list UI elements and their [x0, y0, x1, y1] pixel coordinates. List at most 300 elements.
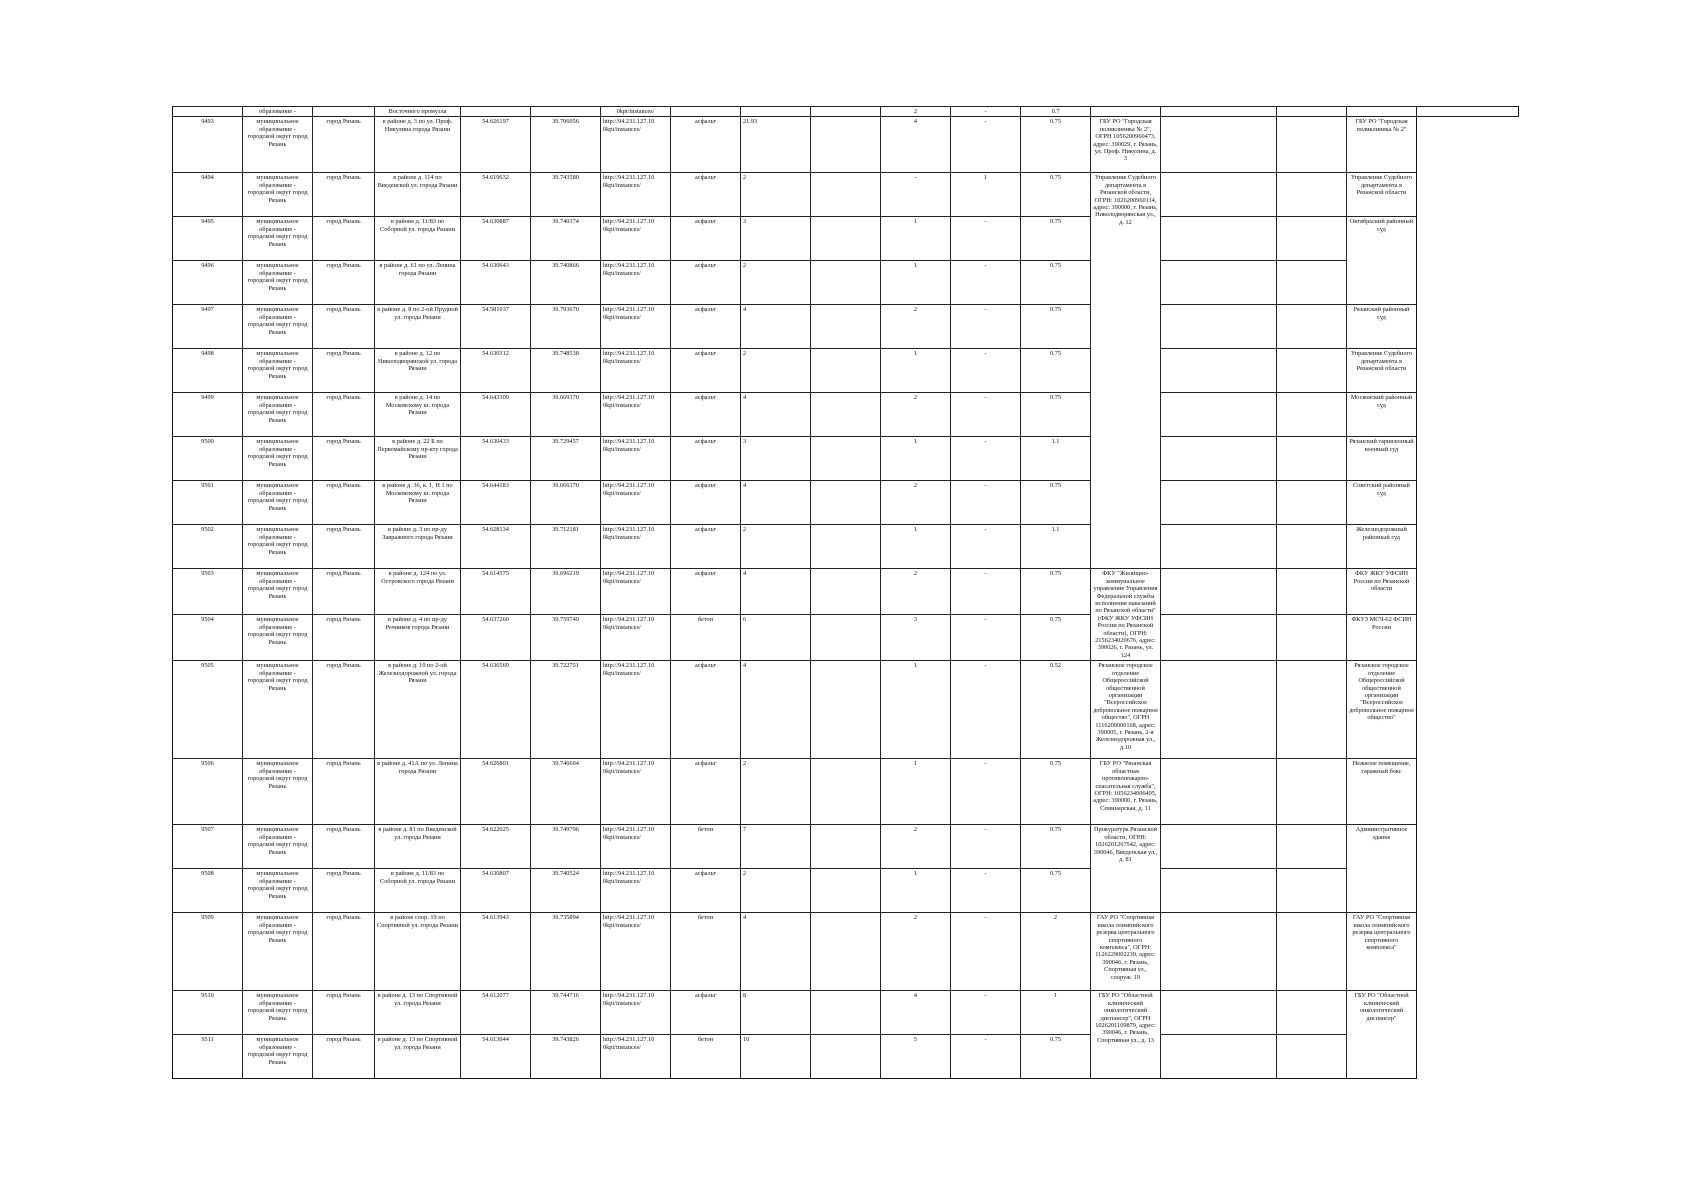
cell-volume: 0.75	[1021, 349, 1091, 393]
cell-volume: 0.75	[1021, 1035, 1091, 1079]
cell-url: http://94.231.127.10 0kpt/instances/	[601, 481, 671, 525]
cell-latitude: 54.581037	[461, 305, 531, 349]
cell-cover: бетон	[671, 825, 741, 869]
cell-n2: -	[951, 349, 1021, 393]
cell-empty	[1277, 349, 1347, 393]
cell-address: в районе д. 36, к. 1, Н 1 по Московскому ш. города Рязани	[375, 481, 461, 525]
cell-area: 2	[741, 261, 811, 305]
cell-volume: 0.75	[1021, 869, 1091, 913]
cell-n1: 3	[881, 615, 951, 661]
table-row	[173, 569, 1519, 615]
table-row	[173, 173, 1519, 217]
cell-address: в районе д. 3 по ул. Проф. Никулина города Рязани	[375, 117, 461, 173]
cell-latitude: 54.630312	[461, 349, 531, 393]
cell-n2: -	[951, 261, 1021, 305]
cell-cover: асфальт	[671, 991, 741, 1035]
cell-url: http://94.231.127.10 0kpt/instances/	[601, 825, 671, 869]
cell-latitude: 54.613943	[461, 913, 531, 991]
cell-owner: Рязанское городское отделение Общероссийской общественной организации "Всероссийское добровольное пожарное общество", ОГРН 1116200000168, адрес: 390005, г. Рязань, 2-я Железнодорожная ул., д.10	[1091, 661, 1161, 759]
cell-empty	[1277, 481, 1347, 525]
cell-volume: 0.75	[1021, 569, 1091, 615]
cell-empty	[1277, 305, 1347, 349]
cell-url: http://94.231.127.10 0kpt/instances/	[601, 569, 671, 615]
cell-source: Московский районный суд	[1347, 393, 1417, 437]
cell-source: Управление Судебного департамента в Рязанской области	[1347, 173, 1417, 217]
cell-area: 2	[741, 173, 811, 217]
cell-empty	[811, 437, 881, 481]
cell-url: http://94.231.127.10 0kpt/instances/	[601, 393, 671, 437]
cell-area: 3	[741, 437, 811, 481]
cell-n1: 4	[881, 117, 951, 173]
cell-cover: асфальт	[671, 759, 741, 825]
cell-owner: ГБУ РО "Рязанская областная противопожарно-спасательная служба", ОГРН: 1056234006495, адрес: 390000, г. Рязань, Семинарская, д. 11	[1091, 759, 1161, 825]
cell-city: город Рязань	[313, 661, 375, 759]
cell-n1: 1	[881, 349, 951, 393]
cell-municipality: муниципальное образование - городской округ город Рязань	[243, 261, 313, 305]
cell-cover: асфальт	[671, 349, 741, 393]
cell-number: 9502	[173, 525, 243, 569]
cell-area: 21.93	[741, 117, 811, 173]
cell-latitude: 54.637260	[461, 615, 531, 661]
cell-address: в районе д. 124 по ул. Островского города Рязани	[375, 569, 461, 615]
cell-area: 8	[741, 991, 811, 1035]
cell-empty	[1277, 217, 1347, 261]
cell-n2: -	[951, 437, 1021, 481]
cell-empty	[1161, 173, 1277, 217]
cell-volume: 1	[1021, 991, 1091, 1035]
cell-address: в районе д. 12 по Николодворянской ул. города Рязани	[375, 349, 461, 393]
cell-empty	[811, 173, 881, 217]
cell-volume: 0.52	[1021, 661, 1091, 759]
cell-longitude: 39.746604	[531, 759, 601, 825]
table-row	[173, 393, 1519, 437]
cell-empty	[1277, 393, 1347, 437]
table-row	[173, 759, 1519, 825]
cell-number: 9504	[173, 615, 243, 661]
cell-address: в районе д. 4 по пр-ду Речников города Рязани	[375, 615, 461, 661]
cell-municipality: муниципальное образование - городской округ город Рязань	[243, 117, 313, 173]
cell-cover: асфальт	[671, 305, 741, 349]
cell-cover: бетон	[671, 913, 741, 991]
cell-empty	[1161, 869, 1277, 913]
cell-n1: 1	[881, 869, 951, 913]
cell-n2: -	[951, 393, 1021, 437]
cell-volume: 0.75	[1021, 393, 1091, 437]
cell-empty	[1161, 217, 1277, 261]
cell-volume: 0.75	[1021, 615, 1091, 661]
cell-number: 9494	[173, 173, 243, 217]
cell-area: 4	[741, 913, 811, 991]
cell-empty	[1277, 615, 1347, 661]
cell-municipality: муниципальное образование - городской округ город Рязань	[243, 305, 313, 349]
cell-address: в районе д. 114 по Введенской ул. города Рязани	[375, 173, 461, 217]
cell-empty	[811, 569, 881, 615]
cell-n1: 1	[881, 759, 951, 825]
cell-cover: асфальт	[671, 569, 741, 615]
cell-empty	[1161, 437, 1277, 481]
cell-url: http://94.231.127.10 0kpt/instances/	[601, 615, 671, 661]
cell-empty	[1161, 481, 1277, 525]
table-row	[173, 991, 1519, 1035]
cell-cover: асфальт	[671, 869, 741, 913]
cell-empty	[1161, 759, 1277, 825]
cell-city: город Рязань	[313, 117, 375, 173]
table-row	[173, 1035, 1519, 1079]
cell-empty	[1277, 869, 1347, 913]
cell-empty	[1161, 117, 1277, 173]
cell-source: Рязанский районный суд	[1347, 305, 1417, 349]
cell-empty	[1277, 1035, 1347, 1079]
cell-address: в районе д. 13 по Спортивной ул. города Рязани	[375, 991, 461, 1035]
cell-city: город Рязань	[313, 261, 375, 305]
cell-municipality: муниципальное образование - городской округ город Рязань	[243, 913, 313, 991]
cell-area: 4	[741, 569, 811, 615]
cell-empty	[811, 525, 881, 569]
table-row	[173, 437, 1519, 481]
cell-latitude: 54.630887	[461, 217, 531, 261]
cell-city: город Рязань	[313, 305, 375, 349]
cell-n2: 1	[951, 173, 1021, 217]
cell-n2: -	[951, 825, 1021, 869]
cell-empty	[1161, 305, 1277, 349]
cell-volume: 0.75	[1021, 759, 1091, 825]
cell-n1: 5	[881, 1035, 951, 1079]
cell-area: 2	[741, 349, 811, 393]
table-row	[173, 481, 1519, 525]
cell-longitude: 39.729457	[531, 437, 601, 481]
cell-cover: асфальт	[671, 261, 741, 305]
cell-url: http://94.231.127.10 0kpt/instances/	[601, 913, 671, 991]
cell-number: 9506	[173, 759, 243, 825]
cell-cover: асфальт	[671, 173, 741, 217]
cell-city: город Рязань	[313, 481, 375, 525]
cell-area: 4	[741, 661, 811, 759]
cell-empty	[811, 481, 881, 525]
cell-municipality: муниципальное образование - городской округ город Рязань	[243, 569, 313, 615]
cell-city: город Рязань	[313, 825, 375, 869]
top-continuation-row	[173, 107, 1519, 117]
cell-empty	[1161, 991, 1277, 1035]
cell-url: http://94.231.127.10 0kpt/instances/	[601, 305, 671, 349]
cell-latitude: 54.630433	[461, 437, 531, 481]
cell-empty	[811, 217, 881, 261]
cell-address: в районе д. 14 по Московскому ш. города Рязани	[375, 393, 461, 437]
cell-source: Административное здание	[1347, 825, 1417, 913]
cell-city: город Рязань	[313, 991, 375, 1035]
cell-address: в районе д. 11/83 по Соборной ул. города Рязани	[375, 217, 461, 261]
cell-longitude: 39.748538	[531, 349, 601, 393]
cell-empty	[1277, 437, 1347, 481]
cell-n1: 2	[881, 305, 951, 349]
cell-latitude: 54.630807	[461, 869, 531, 913]
table-row	[173, 869, 1519, 913]
cell-address: в районе д. 10 по 2-ой Железнодорожной ул. города Рязани	[375, 661, 461, 759]
table-row	[173, 349, 1519, 393]
cell-cover: асфальт	[671, 481, 741, 525]
cell-url: http://94.231.127.10 0kpt/instances/	[601, 525, 671, 569]
cell-source: ФКУЗ МСЧ-62 ФСИН России	[1347, 615, 1417, 661]
cell-mo: образование -	[243, 107, 313, 117]
cell-municipality: муниципальное образование - городской округ город Рязань	[243, 525, 313, 569]
cell-longitude: 39.749796	[531, 825, 601, 869]
cell-empty	[811, 759, 881, 825]
cell-n1: 1	[881, 661, 951, 759]
cell-municipality: муниципальное образование - городской округ город Рязань	[243, 759, 313, 825]
cell-municipality: муниципальное образование - городской округ город Рязань	[243, 173, 313, 217]
cell-number: 9493	[173, 117, 243, 173]
cell-empty	[811, 615, 881, 661]
cell-municipality: муниципальное образование - городской округ город Рязань	[243, 217, 313, 261]
cell-url: http://94.231.127.10 0kpt/instances/	[601, 759, 671, 825]
cell-n1: 4	[881, 991, 951, 1035]
cell-latitude: 54.644183	[461, 481, 531, 525]
cell-source: ФКУ ЖКУ УФСИН России по Рязанской области	[1347, 569, 1417, 615]
cell-municipality: муниципальное образование - городской округ город Рязань	[243, 1035, 313, 1079]
cell-n2: -	[951, 569, 1021, 615]
cell-address: Восточного промузла	[375, 107, 461, 117]
cell-number: 9499	[173, 393, 243, 437]
cell-owner: Управление Судебного департамента в Рязанской области, ОГРН: 1026200960114, адрес: 390000, г. Рязань, Николодворянская ул., д. 12	[1091, 173, 1161, 569]
cell-empty	[811, 869, 881, 913]
table-row	[173, 615, 1519, 661]
cell-n2: -	[951, 991, 1021, 1035]
cell-cover: бетон	[671, 615, 741, 661]
cell-n2: -	[951, 615, 1021, 661]
cell-owner: ГАУ РО "Спортивная школа олимпийского резерва центрального спортивного комплекса", ОГРН: 1126229002239, адрес: 390046, г. Рязань, Спортивная ул., сооруж. 19	[1091, 913, 1161, 991]
cell-area: 2	[741, 759, 811, 825]
cell-address: в районе д. 3 по пр-ду Завражного города Рязани	[375, 525, 461, 569]
cell-empty	[811, 305, 881, 349]
cell-number: 9507	[173, 825, 243, 869]
cell-volume: 2	[1021, 913, 1091, 991]
cell-area: 2	[741, 525, 811, 569]
cell-city: город Рязань	[313, 217, 375, 261]
cell-volume: 0.7	[1021, 107, 1091, 117]
cell-n2: -	[951, 525, 1021, 569]
cell-longitude: 39.740866	[531, 261, 601, 305]
cell-empty	[1161, 525, 1277, 569]
cell-address: в районе д. 41А по ул. Ленина города Рязани	[375, 759, 461, 825]
cell-longitude: 39.740374	[531, 217, 601, 261]
cell-source: ГБУ РО "Областной клинический онкологический диспансер"	[1347, 991, 1417, 1079]
cell-url: http://94.231.127.10 0kpt/instances/	[601, 437, 671, 481]
cell-n2: -	[951, 117, 1021, 173]
cell-number: 9503	[173, 569, 243, 615]
cell-n1: 2	[881, 393, 951, 437]
cell-empty	[811, 349, 881, 393]
cell-n2: -	[951, 759, 1021, 825]
cell-n2: -	[951, 661, 1021, 759]
table-row	[173, 117, 1519, 173]
table-body	[173, 107, 1519, 1079]
cell-empty	[1161, 569, 1277, 615]
cell-source: Управление Судебного департамента в Рязанской области	[1347, 349, 1417, 393]
cell-longitude: 39.743826	[531, 1035, 601, 1079]
cell-municipality: муниципальное образование - городской округ город Рязань	[243, 615, 313, 661]
cell-volume: 0.75	[1021, 117, 1091, 173]
cell-empty	[811, 825, 881, 869]
cell-latitude: 54.626801	[461, 759, 531, 825]
cell-source: ГАУ РО "Спортивная школа олимпийского резерва центрального спортивного комплекса"	[1347, 913, 1417, 991]
cell-n1: -	[881, 173, 951, 217]
cell-url: http://94.231.127.10 0kpt/instances/	[601, 1035, 671, 1079]
cell-number: 9511	[173, 1035, 243, 1079]
cell-empty	[1277, 569, 1347, 615]
cell-municipality: муниципальное образование - городской округ город Рязань	[243, 661, 313, 759]
cell-latitude: 54.622025	[461, 825, 531, 869]
cell-owner: ГБУ РО "Областной клинический онкологический диспансер", ОГРН 1026201109879, адрес: 390046, г. Рязань, Спортивная ул., д. 13	[1091, 991, 1161, 1079]
cell-empty	[1277, 525, 1347, 569]
cell-url: http://94.231.127.10 0kpt/instances/	[601, 173, 671, 217]
cell-area: 4	[741, 305, 811, 349]
cell-longitude: 39.735894	[531, 913, 601, 991]
cell-url: http://94.231.127.10 0kpt/instances/	[601, 217, 671, 261]
cell-number: 9495	[173, 217, 243, 261]
table-row	[173, 661, 1519, 759]
cell-empty	[811, 991, 881, 1035]
cell-n1: 2	[881, 913, 951, 991]
cell-number: 9505	[173, 661, 243, 759]
cell-source: Железнодорожный районный суд	[1347, 525, 1417, 569]
cell-empty	[811, 261, 881, 305]
cell-n2: -	[951, 305, 1021, 349]
cell-address: в районе д. 22 Б по Первомайскому пр-кту города Рязани	[375, 437, 461, 481]
cell-n2: -	[951, 913, 1021, 991]
cell-latitude: 54.630643	[461, 261, 531, 305]
cell-municipality: муниципальное образование - городской округ город Рязань	[243, 869, 313, 913]
table-row	[173, 261, 1519, 305]
cell-empty	[1161, 661, 1277, 759]
cell-number: 9508	[173, 869, 243, 913]
cell-area: 2	[741, 869, 811, 913]
cell-n1: 2	[881, 107, 951, 117]
cell-n1: 1	[881, 437, 951, 481]
cell-latitude: 54.612077	[461, 991, 531, 1035]
cell-cover: асфальт	[671, 217, 741, 261]
cell-volume: 0.75	[1021, 173, 1091, 217]
cell-area: 10	[741, 1035, 811, 1079]
cell-city: город Рязань	[313, 759, 375, 825]
cell-longitude: 39.706956	[531, 117, 601, 173]
cell-municipality: муниципальное образование - городской округ город Рязань	[243, 825, 313, 869]
cell-source: Рязанское городское отделение Общероссийской общественной организации "Всероссийское добровольное пожарное общество"	[1347, 661, 1417, 759]
cell-volume: 0.75	[1021, 261, 1091, 305]
cell-cover: асфальт	[671, 525, 741, 569]
cell-city: город Рязань	[313, 1035, 375, 1079]
cell-empty	[811, 393, 881, 437]
table-row	[173, 525, 1519, 569]
cell-n2: -	[951, 869, 1021, 913]
cell-url: http://94.231.127.10 0kpt/instances/	[601, 869, 671, 913]
cell-latitude: 54.613044	[461, 1035, 531, 1079]
cell-url: http://94.231.127.10 0kpt/instances/	[601, 991, 671, 1035]
cell-empty	[1161, 349, 1277, 393]
cell-cover: асфальт	[671, 117, 741, 173]
cell-city: город Рязань	[313, 913, 375, 991]
cell-latitude: 54.619632	[461, 173, 531, 217]
cell-number: 9509	[173, 913, 243, 991]
cell-empty	[1161, 913, 1277, 991]
cell-latitude: 54.636569	[461, 661, 531, 759]
cell-n1: 2	[881, 481, 951, 525]
cell-volume: 0.75	[1021, 217, 1091, 261]
cell-n1: 1	[881, 525, 951, 569]
cell-city: город Рязань	[313, 615, 375, 661]
cell-url: http://94.231.127.10 0kpt/instances/	[601, 117, 671, 173]
cell-empty	[1277, 261, 1347, 305]
cell-address: в районе д. 81 по Введенской ул. города Рязани	[375, 825, 461, 869]
cell-address: в районе соор. 19 по Спортивной ул. города Рязани	[375, 913, 461, 991]
cell-area: 3	[741, 217, 811, 261]
cell-source: Октябрьский районный суд	[1347, 217, 1417, 305]
cell-latitude: 54.643309	[461, 393, 531, 437]
cell-n1: 1	[881, 217, 951, 261]
cell-municipality: муниципальное образование - городской округ город Рязань	[243, 437, 313, 481]
cell-longitude: 39.696219	[531, 569, 601, 615]
cell-empty	[1277, 991, 1347, 1035]
cell-empty	[1277, 913, 1347, 991]
cell-empty	[1161, 393, 1277, 437]
cell-owner: ГБУ РО "Городская поликлиника № 2", ОГРН 1056200960473, адрес: 390029, г. Рязань, ул. Проф. Никулина, д. 3	[1091, 117, 1161, 173]
cell-url: http://94.231.127.10 0kpt/instances/	[601, 261, 671, 305]
cell-n1: 2	[881, 569, 951, 615]
cell-owner: Прокуратура Рязанской области, ОГРН: 1026201267542, адрес: 390046, Введенская ул., д. 81	[1091, 825, 1161, 913]
cell-url: http://94.231.127.10 0kpt/instances/	[601, 661, 671, 759]
cell-city: город Рязань	[313, 173, 375, 217]
cell-city: город Рязань	[313, 869, 375, 913]
cell-longitude: 39.744716	[531, 991, 601, 1035]
cell-municipality: муниципальное образование - городской округ город Рязань	[243, 481, 313, 525]
cell-number: 9501	[173, 481, 243, 525]
cell-empty	[1277, 825, 1347, 869]
cell-empty	[811, 117, 881, 173]
table-row	[173, 217, 1519, 261]
table-row	[173, 305, 1519, 349]
cell-volume: 1.1	[1021, 525, 1091, 569]
cell-volume: 0.75	[1021, 481, 1091, 525]
cell-city: город Рязань	[313, 393, 375, 437]
cell-cover: асфальт	[671, 393, 741, 437]
cell-empty	[1161, 825, 1277, 869]
cell-empty	[1277, 173, 1347, 217]
cell-volume: 0.75	[1021, 825, 1091, 869]
cell-number: 9498	[173, 349, 243, 393]
cell-longitude: 39.712181	[531, 525, 601, 569]
cell-cover: асфальт	[671, 437, 741, 481]
cell-empty	[1277, 117, 1347, 173]
table-row	[173, 913, 1519, 991]
cell-empty	[811, 913, 881, 991]
cell-n1: 1	[881, 261, 951, 305]
cell-number: 9497	[173, 305, 243, 349]
cell-longitude: 39.793670	[531, 305, 601, 349]
cell-number: 9496	[173, 261, 243, 305]
cell-city: город Рязань	[313, 569, 375, 615]
cell-url: 0kpt/instances/	[601, 107, 671, 117]
cell-address: в районе д. 8 по 2-ой Прудной ул. города Рязани	[375, 305, 461, 349]
cell-longitude: 39.740524	[531, 869, 601, 913]
cell-empty	[1277, 661, 1347, 759]
cell-latitude: 54.626197	[461, 117, 531, 173]
cell-municipality: муниципальное образование - городской округ город Рязань	[243, 393, 313, 437]
cell-address: в районе д. 13 по Спортивной ул. города Рязани	[375, 1035, 461, 1079]
cell-cover: бетон	[671, 1035, 741, 1079]
cell-city: город Рязань	[313, 437, 375, 481]
cell-empty	[1161, 261, 1277, 305]
registry-table	[172, 106, 1519, 1079]
cell-address: в районе д. 11/83 по Соборной ул. города Рязани	[375, 869, 461, 913]
cell-latitude: 54.628134	[461, 525, 531, 569]
